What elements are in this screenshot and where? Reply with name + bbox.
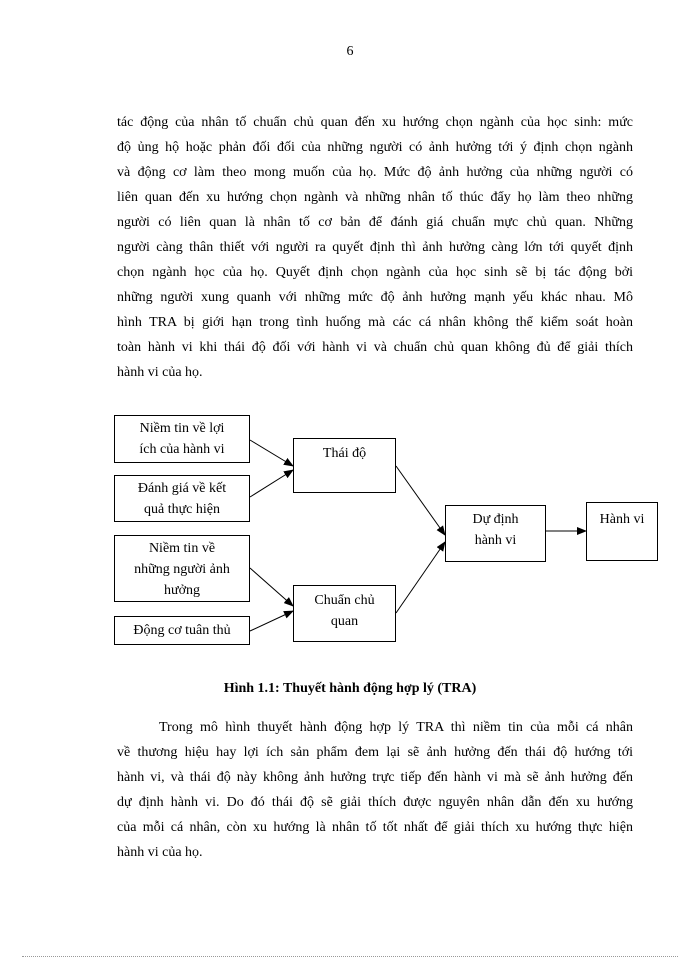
text-line: chọn ngành học của họ. Quyết định chọn ngành của học sinh sẽ bị tác động bởi (117, 265, 633, 280)
box-belief-influencers (114, 535, 250, 602)
box-intention (445, 505, 546, 562)
box-text: hành vi (474, 533, 517, 548)
paragraph-explanation (117, 715, 633, 865)
text-line: những người xung quanh với những mức độ ảnh hưởng mạnh yếu khác nhau. Mô (117, 290, 633, 305)
text-line: độ ủng hộ hoặc phản đối đối của những người có ảnh hưởng tới ý định chọn ngành (117, 140, 633, 155)
arrow-belief-to-attitude (250, 440, 293, 466)
text-line: về thương hiệu hay lợi ích sản phẩm đem lại sẽ ảnh hưởng đến thái độ hướng tới (117, 745, 633, 760)
text-line: liên quan đến xu hướng chọn ngành và những nhân tố thúc đẩy họ làm theo những (117, 190, 633, 205)
arrow-attitude-to-intention (396, 466, 445, 535)
box-text: Hành vi (599, 512, 645, 527)
text-line: và động cơ làm theo mong muốn của họ. Mức độ ảnh hưởng của những người có (117, 165, 633, 180)
text-line: dự định hành vi. Do đó thái độ sẽ giải thích được nguyên nhân dẫn đến xu hướng (117, 795, 633, 810)
text-line: tác động của nhân tố chuẩn chủ quan đến xu hướng chọn ngành của học sinh: mức (117, 115, 633, 130)
box-text: ích của hành vi (139, 442, 225, 457)
box-attitude (293, 438, 396, 493)
box-subjective-norm (293, 585, 396, 642)
arrow-evaluation-to-attitude (250, 470, 293, 497)
box-text: những người ảnh (134, 562, 230, 577)
box-text: quan (330, 614, 359, 629)
box-evaluation-result (114, 475, 250, 522)
text-line: hình TRA bị giới hạn trong tình huống mà các cá nhân không thể kiểm soát hoàn (117, 315, 633, 330)
text-line: hành vi, và thái độ này không ảnh hưởng trực tiếp đến hành vi mà sẽ ảnh hưởng đến (117, 770, 633, 785)
text-line: người càng thân thiết với người ra quyết định thì ảnh hưởng càng lớn tới quyết định (117, 240, 633, 255)
text-line: hành vi của họ. (117, 365, 203, 380)
figure-caption: Hình 1.1: Thuyết hành động hợp lý (TRA) (223, 681, 477, 696)
text-line: Trong mô hình thuyết hành động hợp lý TRA thì niềm tin của mỗi cá nhân (159, 720, 633, 735)
box-belief-benefit (114, 415, 250, 463)
arrow-norm-to-intention (396, 542, 445, 613)
text-line: người có liên quan là nhân tố cơ bản để đánh giá chuẩn mực chủ quan. Những (117, 215, 633, 230)
page-number: 6 (346, 44, 354, 59)
text-line: hành vi của họ. (117, 845, 203, 860)
arrow-influencers-to-norm (250, 568, 293, 606)
box-compliance-motive (114, 616, 250, 645)
text-line: của mỗi cá nhân, còn xu hướng là nhân tố tốt nhất để giải thích xu hướng thực hiện (117, 820, 633, 835)
box-text: quả thực hiện (143, 502, 220, 517)
box-text: Dự định (472, 512, 519, 527)
box-text: Động cơ tuân thủ (133, 623, 231, 638)
box-text: Chuẩn chủ (314, 593, 375, 608)
paragraph-intro (117, 110, 633, 385)
arrow-motive-to-norm (250, 611, 293, 631)
box-text: hưởng (164, 583, 200, 598)
box-text: Niềm tin về lợi (139, 421, 225, 436)
box-text: Đánh giá về kết (137, 481, 227, 496)
box-text: Niềm tin về (148, 541, 216, 556)
box-text: Thái độ (322, 446, 367, 461)
page-bottom-rule (22, 956, 678, 957)
text-line: toàn hành vi khi thái độ đối với hành vi và chuẩn chủ quan không đủ để giải thích (117, 340, 633, 355)
box-behavior (586, 502, 658, 561)
